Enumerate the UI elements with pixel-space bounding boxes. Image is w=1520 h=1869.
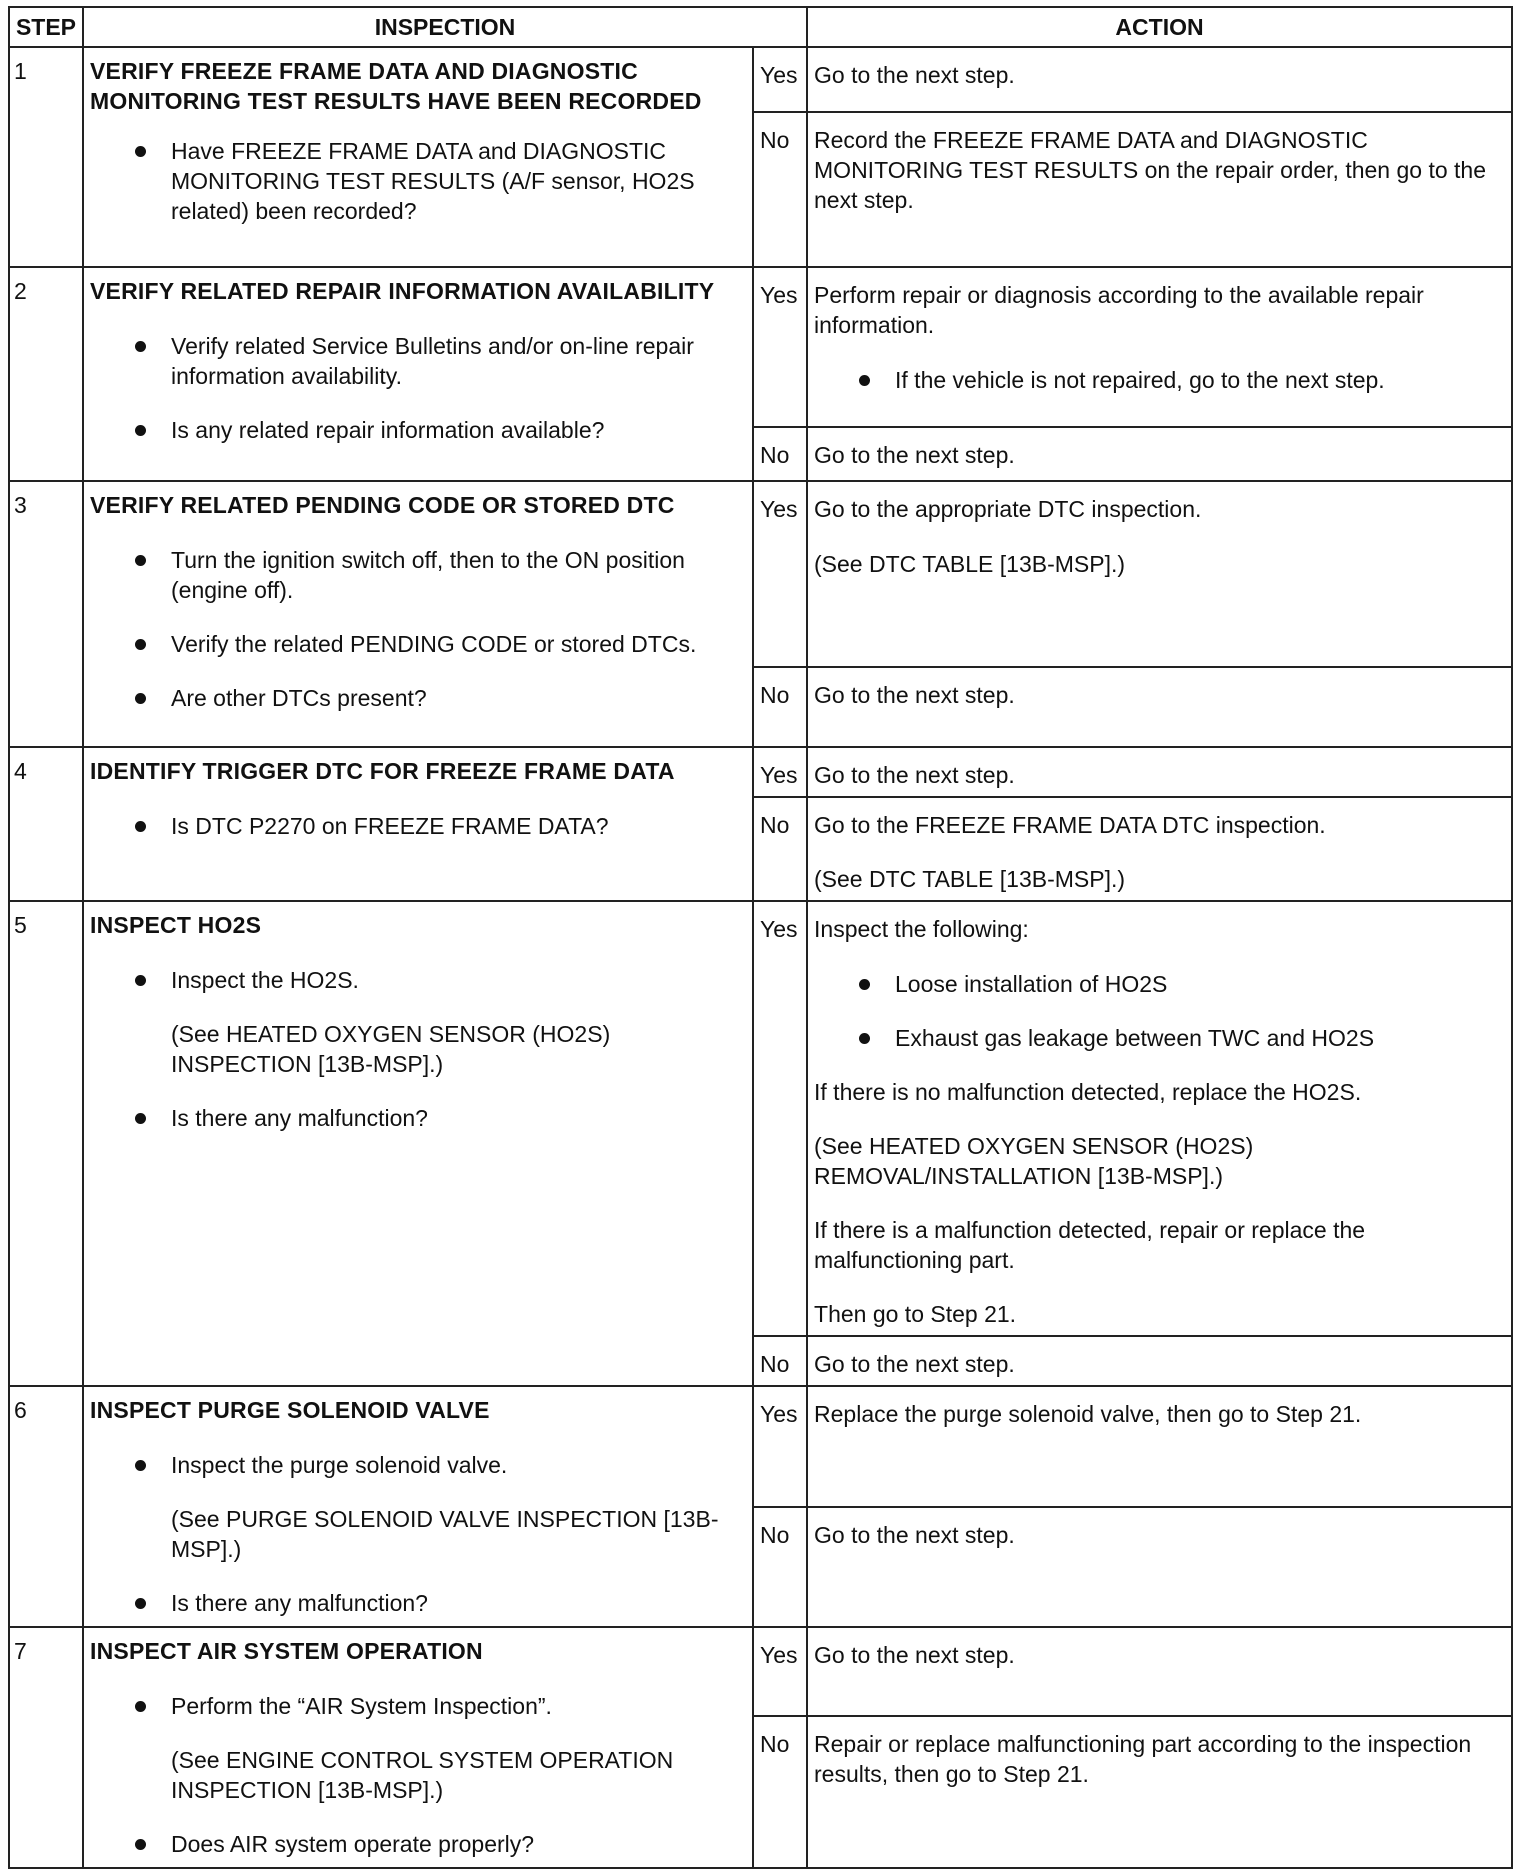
bullet-icon xyxy=(135,146,146,157)
step-6-yes-row xyxy=(9,1386,1512,1507)
bullet-icon xyxy=(135,1701,146,1712)
checklist-item: Turn the ignition switch off, then to the ON position (engine off). xyxy=(90,545,744,605)
step-3-yes-row xyxy=(9,481,1512,667)
step-number: 1 xyxy=(9,47,83,267)
checklist-item: Is any related repair information available? xyxy=(90,415,744,445)
no-action: Go to the FREEZE FRAME DATA DTC inspection. xyxy=(814,812,1326,838)
bullet-icon xyxy=(135,341,146,352)
step-title: IDENTIFY TRIGGER DTC FOR FREEZE FRAME DATA xyxy=(90,758,675,784)
step-1-inspection xyxy=(83,47,753,267)
step-title: INSPECT AIR SYSTEM OPERATION xyxy=(90,1638,483,1664)
bullet-icon xyxy=(859,979,870,990)
step-6-inspection xyxy=(83,1386,753,1627)
step-5-yes-row xyxy=(9,901,1512,1336)
no-action: Go to the next step. xyxy=(807,1507,1512,1628)
no-action: Repair or replace malfunctioning part according to the inspection results, then go to Step 21. xyxy=(807,1716,1512,1868)
step-7-inspection xyxy=(83,1627,753,1868)
yes-label: Yes xyxy=(753,47,807,112)
bullet-icon xyxy=(135,1598,146,1609)
yes-action: Replace the purge solenoid valve, then go to Step 21. xyxy=(807,1386,1512,1507)
no-label: No xyxy=(753,667,807,747)
no-action: Go to the next step. xyxy=(807,1336,1512,1386)
step-3-inspection xyxy=(83,481,753,747)
no-action: Go to the next step. xyxy=(807,427,1512,481)
action-bullet: Loose installation of HO2S xyxy=(814,969,1501,999)
step-number: 6 xyxy=(9,1386,83,1627)
step-7-yes-row xyxy=(9,1627,1512,1716)
action-paragraph: Then go to Step 21. xyxy=(814,1301,1017,1327)
action-bullet: If the vehicle is not repaired, go to the next step. xyxy=(814,365,1501,395)
no-label: No xyxy=(753,1507,807,1628)
step-title: VERIFY FREEZE FRAME DATA AND DIAGNOSTIC MONITORING TEST RESULTS HAVE BEEN RECORDED xyxy=(90,58,702,114)
reference-note: (See HEATED OXYGEN SENSOR (HO2S) INSPECTION [13B-MSP].) xyxy=(171,1021,611,1077)
table-header-row xyxy=(9,7,1512,47)
yes-action: Go to the next step. xyxy=(807,1627,1512,1716)
yes-action: Perform repair or diagnosis according to the available repair information. xyxy=(814,282,1424,338)
bullet-icon xyxy=(135,975,146,986)
yes-action: Go to the next step. xyxy=(807,47,1512,112)
no-label: No xyxy=(753,1336,807,1386)
bullet-icon xyxy=(135,639,146,650)
yes-label: Yes xyxy=(753,747,807,797)
no-label: No xyxy=(753,427,807,481)
yes-action-cell xyxy=(807,481,1512,667)
step-number: 4 xyxy=(9,747,83,901)
header-action: ACTION xyxy=(807,7,1512,47)
checklist-item: Inspect the purge solenoid valve. xyxy=(90,1450,744,1480)
action-bullet: Exhaust gas leakage between TWC and HO2S xyxy=(814,1023,1501,1053)
yes-label: Yes xyxy=(753,1386,807,1507)
step-4-yes-row xyxy=(9,747,1512,797)
bullet-icon xyxy=(135,1460,146,1471)
checklist-item: Inspect the HO2S. xyxy=(90,965,744,995)
checklist-item: Does AIR system operate properly? xyxy=(90,1829,744,1859)
action-paragraph: If there is a malfunction detected, repair or replace the malfunctioning part. xyxy=(814,1217,1366,1273)
bullet-icon xyxy=(135,1839,146,1850)
step-2-inspection xyxy=(83,267,753,481)
checklist-item: Is DTC P2270 on FREEZE FRAME DATA? xyxy=(90,811,744,841)
no-label: No xyxy=(753,112,807,267)
yes-action-cell xyxy=(807,267,1512,427)
checklist-item: Verify the related PENDING CODE or stored DTCs. xyxy=(90,629,744,659)
yes-action-cell xyxy=(807,901,1512,1336)
yes-action: Go to the appropriate DTC inspection. xyxy=(814,496,1202,522)
bullet-icon xyxy=(135,821,146,832)
step-title: VERIFY RELATED PENDING CODE OR STORED DTC xyxy=(90,492,675,518)
step-2-yes-row xyxy=(9,267,1512,427)
checklist-item: Is there any malfunction? xyxy=(90,1588,744,1618)
action-paragraph: If there is no malfunction detected, replace the HO2S. xyxy=(814,1079,1362,1105)
diagnostic-procedure-table xyxy=(8,6,1513,1869)
checklist-item: Are other DTCs present? xyxy=(90,683,744,713)
reference-note: (See DTC TABLE [13B-MSP].) xyxy=(814,866,1126,892)
no-label: No xyxy=(753,797,807,901)
checklist-item: Is there any malfunction? xyxy=(90,1103,744,1133)
step-number: 5 xyxy=(9,901,83,1386)
step-title: INSPECT HO2S xyxy=(90,912,262,938)
yes-action: Inspect the following: xyxy=(814,916,1029,942)
reference-note: (See ENGINE CONTROL SYSTEM OPERATION INSPECTION [13B-MSP].) xyxy=(171,1747,674,1803)
step-number: 2 xyxy=(9,267,83,481)
bullet-icon xyxy=(135,693,146,704)
bullet-icon xyxy=(135,1113,146,1124)
step-title: VERIFY RELATED REPAIR INFORMATION AVAILABILITY xyxy=(90,278,715,304)
yes-label: Yes xyxy=(753,481,807,667)
step-1-yes-row xyxy=(9,47,1512,112)
diagnostic-procedure-document xyxy=(8,6,1511,1869)
reference-note: (See DTC TABLE [13B-MSP].) xyxy=(814,551,1126,577)
bullet-icon xyxy=(859,375,870,386)
reference-note: (See PURGE SOLENOID VALVE INSPECTION [13B-MSP].) xyxy=(171,1506,719,1562)
yes-label: Yes xyxy=(753,267,807,427)
bullet-icon xyxy=(859,1033,870,1044)
no-action-cell xyxy=(807,797,1512,901)
no-action: Go to the next step. xyxy=(807,667,1512,747)
yes-label: Yes xyxy=(753,1627,807,1716)
checklist-item: Verify related Service Bulletins and/or on-line repair information availability. xyxy=(90,331,744,391)
step-5-inspection xyxy=(83,901,753,1386)
no-label: No xyxy=(753,1716,807,1868)
step-title: INSPECT PURGE SOLENOID VALVE xyxy=(90,1397,490,1423)
step-number: 7 xyxy=(9,1627,83,1868)
checklist-item: Have FREEZE FRAME DATA and DIAGNOSTIC MONITORING TEST RESULTS (A/F sensor, HO2S related) been recorded? xyxy=(90,136,744,226)
bullet-icon xyxy=(135,425,146,436)
bullet-icon xyxy=(135,555,146,566)
step-number: 3 xyxy=(9,481,83,747)
checklist-item: Perform the “AIR System Inspection”. xyxy=(90,1691,744,1721)
no-action: Record the FREEZE FRAME DATA and DIAGNOSTIC MONITORING TEST RESULTS on the repair order, then go to the next step. xyxy=(807,112,1512,267)
step-4-inspection xyxy=(83,747,753,901)
yes-label: Yes xyxy=(753,901,807,1336)
yes-action: Go to the next step. xyxy=(807,747,1512,797)
reference-note: (See HEATED OXYGEN SENSOR (HO2S) REMOVAL/INSTALLATION [13B-MSP].) xyxy=(814,1133,1254,1189)
header-inspection: INSPECTION xyxy=(83,7,807,47)
header-step: STEP xyxy=(9,7,83,47)
